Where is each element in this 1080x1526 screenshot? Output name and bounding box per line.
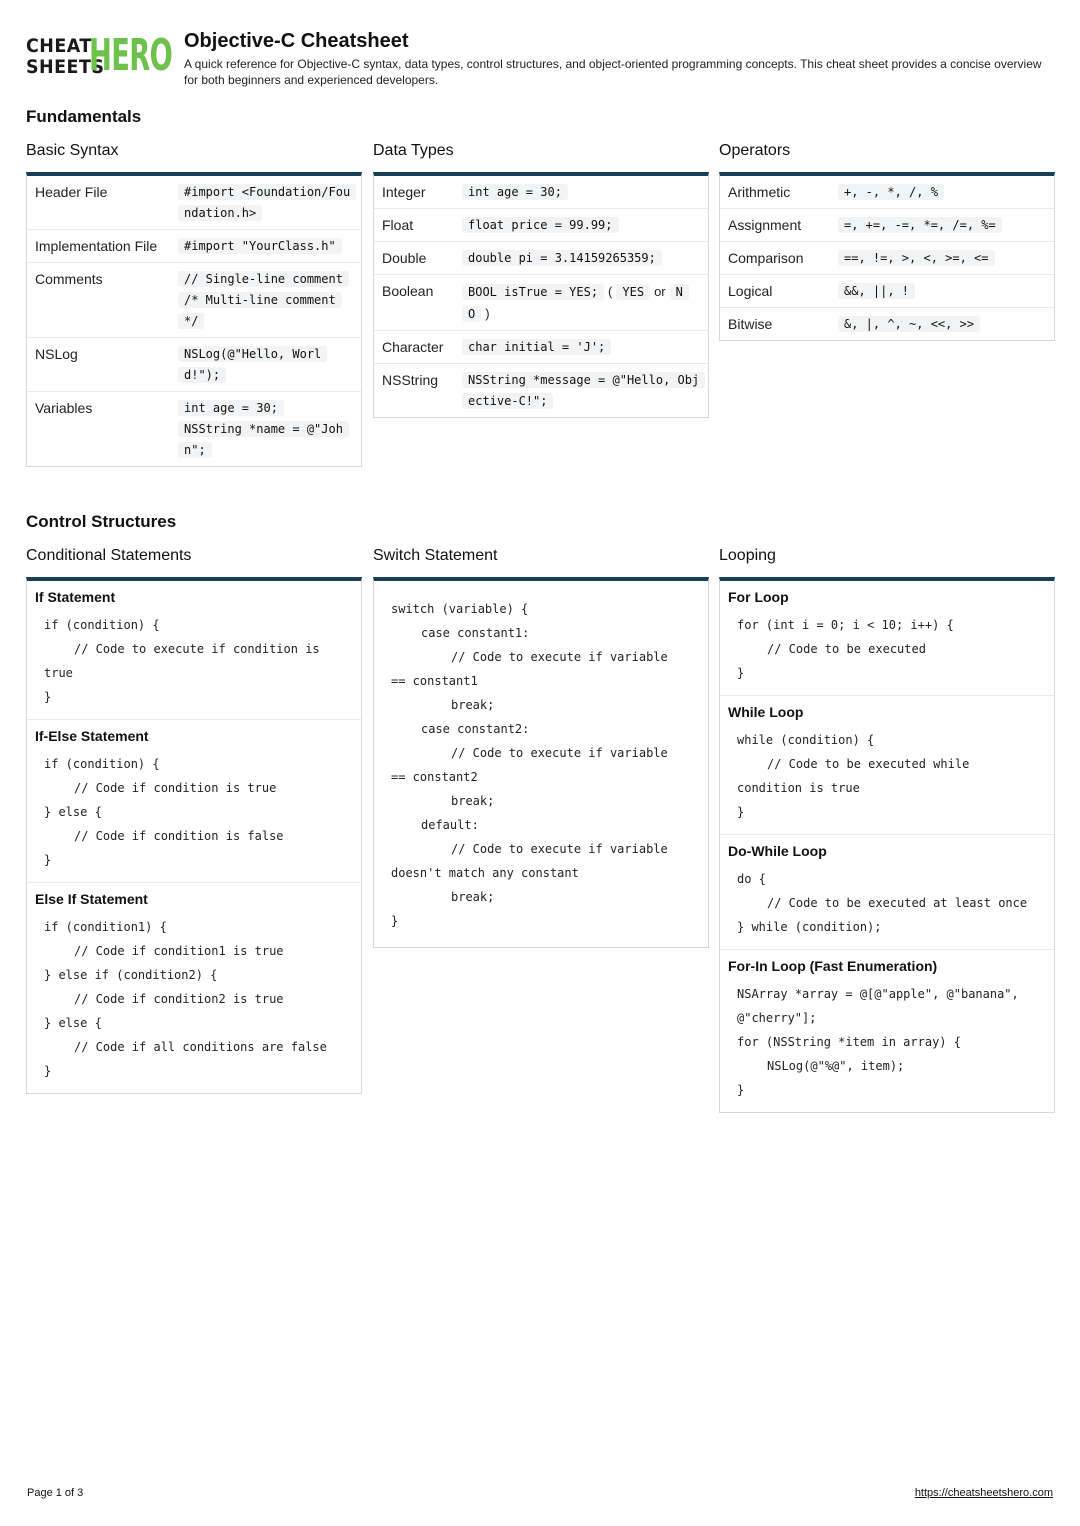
row-label: Variables — [35, 400, 93, 416]
code-snippet: int age = 30; — [462, 184, 568, 200]
code-line: break; — [451, 890, 495, 904]
row-value — [178, 398, 353, 461]
block-title: For Loop — [728, 589, 789, 605]
code-line: // Code if condition1 is true — [74, 944, 284, 958]
row-label: Bitwise — [728, 316, 773, 332]
code-line: // Code to execute if variable — [451, 650, 668, 664]
code-block — [35, 613, 353, 709]
code-block — [35, 752, 353, 872]
row-value — [838, 215, 1046, 236]
operator-row-assignment — [720, 209, 1054, 242]
section-title-fundamentals: Fundamentals — [26, 107, 142, 126]
code-line: break; — [451, 698, 495, 712]
code-snippet: &, |, ^, ~, <<, >> — [838, 316, 980, 332]
page-header — [26, 30, 1054, 90]
code-snippet: char initial = 'J'; — [462, 339, 611, 355]
code-line: condition is true — [737, 781, 860, 795]
code-line: } — [44, 690, 52, 704]
row-value — [462, 370, 700, 412]
data-type-row-integer — [374, 176, 708, 209]
block-title: For-In Loop (Fast Enumeration) — [728, 958, 938, 974]
code-line: default: — [421, 818, 479, 832]
code-line: if (condition) { — [44, 757, 160, 771]
code-snippet: NSLog(@"Hello, World!"); — [178, 346, 327, 383]
code-line: } — [737, 805, 745, 819]
code-yes: YES — [616, 284, 650, 300]
code-line: if (condition) { — [44, 618, 160, 632]
section-title-control-structures: Control Structures — [26, 512, 177, 531]
row-label: Implementation File — [35, 238, 158, 254]
data-type-row-boolean — [374, 275, 708, 331]
operators-card — [719, 172, 1055, 341]
code-snippet: NSString *name = @"John"; — [178, 421, 349, 458]
data-types-card — [373, 172, 709, 418]
row-label: Assignment — [728, 217, 802, 233]
code-line: if (condition1) { — [44, 920, 167, 934]
row-value — [178, 269, 353, 332]
row-value — [178, 236, 353, 257]
row-label: Character — [382, 339, 444, 355]
code-snippet: float price = 99.99; — [462, 217, 619, 233]
logo-line2: SHEETS — [26, 56, 105, 78]
code-line: // Code if condition is true — [74, 781, 277, 795]
row-label: NSLog — [35, 346, 78, 362]
code-line: case constant2: — [421, 722, 530, 736]
code-line: // Code to execute if variable — [451, 842, 668, 856]
code-line: // Code to be executed while — [767, 757, 970, 771]
code-snippet: #import <Foundation/Foundation.h> — [178, 184, 356, 221]
paren-close: ) — [485, 306, 490, 321]
code-line: @"cherry"]; — [737, 1011, 817, 1025]
row-value — [462, 281, 700, 325]
card-title-conditional: Conditional Statements — [26, 547, 192, 564]
row-label: Comparison — [728, 250, 804, 266]
row-value — [178, 344, 353, 386]
operator-row-logical — [720, 275, 1054, 308]
code-line: // Code to be executed — [767, 642, 926, 656]
block-title: Else If Statement — [35, 891, 148, 907]
code-line: switch (variable) { — [391, 602, 529, 616]
code-snippet: ==, !=, >, <, >=, <= — [838, 250, 995, 266]
code-block — [728, 982, 1046, 1102]
card-title-operators: Operators — [719, 142, 791, 159]
data-type-row-character — [374, 331, 708, 364]
row-value — [838, 248, 1046, 269]
switch-block — [374, 581, 708, 947]
or-text: or — [654, 284, 666, 299]
code-snippet: /* Multi-line comment */ — [178, 292, 342, 329]
conditional-statements-card — [26, 577, 362, 1094]
switch-statement-card — [373, 577, 709, 948]
looping-block-for-in-loop-fast-enumeration — [720, 950, 1054, 1112]
code-block — [35, 915, 353, 1083]
code-snippet: // Single-line comment — [178, 271, 349, 287]
row-label: Boolean — [382, 283, 434, 299]
basic-syntax-row-variables — [27, 392, 361, 466]
conditional-block-if-statement — [27, 581, 361, 720]
block-title: If-Else Statement — [35, 728, 149, 744]
logo-hero: HERO — [89, 30, 173, 81]
operator-row-bitwise — [720, 308, 1054, 340]
code-line: // Code to be executed at least once — [767, 896, 1028, 910]
operator-row-arithmetic — [720, 176, 1054, 209]
code-line: NSArray *array = @[@"apple", @"banana", — [737, 987, 1019, 1001]
basic-syntax-card — [26, 172, 362, 467]
row-value — [462, 337, 700, 358]
code-line: do { — [737, 872, 766, 886]
row-value — [462, 182, 700, 203]
row-value — [462, 248, 700, 269]
basic-syntax-row-implementation-file — [27, 230, 361, 263]
block-title: Do-While Loop — [728, 843, 827, 859]
code-line: while (condition) { — [737, 733, 875, 747]
code-block — [728, 867, 1046, 939]
row-label: NSString — [382, 372, 439, 388]
code-line: // Code to execute if condition is — [74, 642, 320, 656]
row-value — [462, 215, 700, 236]
code-block — [382, 597, 700, 933]
looping-card — [719, 577, 1055, 1113]
basic-syntax-row-nslog — [27, 338, 361, 392]
code-line: // Code if condition is false — [74, 829, 284, 843]
code-line: case constant1: — [421, 626, 530, 640]
conditional-block-else-if-statement — [27, 883, 361, 1093]
code-line: for (NSString *item in array) { — [737, 1035, 961, 1049]
row-label: Integer — [382, 184, 426, 200]
code-snippet: double pi = 3.14159265359; — [462, 250, 662, 266]
code-line: } — [44, 853, 52, 867]
page-description: A quick reference for Objective-C syntax, data types, control structures, and object-oriented programming concepts. This cheat sheet provides a concise overview for both beginners and experienced developers. — [184, 57, 1042, 87]
card-title-looping: Looping — [719, 547, 776, 564]
code-line: true — [44, 666, 73, 680]
card-title-data-types: Data Types — [373, 142, 454, 159]
code-block — [728, 728, 1046, 824]
row-value — [178, 182, 353, 224]
page-title: Objective-C Cheatsheet — [184, 30, 409, 52]
data-type-row-double — [374, 242, 708, 275]
row-label: Arithmetic — [728, 184, 791, 200]
cheatsheets-hero-logo[interactable] — [26, 30, 176, 81]
row-label: Header File — [35, 184, 108, 200]
code-line: == constant2 — [391, 770, 478, 784]
row-value — [838, 182, 1046, 203]
code-line: } else { — [44, 1016, 102, 1030]
code-snippet: NSString *message = @"Hello, Objective-C!"; — [462, 372, 705, 409]
code-line: } else { — [44, 805, 102, 819]
looping-block-while-loop — [720, 696, 1054, 835]
code-line: // Code if condition2 is true — [74, 992, 284, 1006]
paren-open: ( — [608, 284, 613, 299]
row-label: Logical — [728, 283, 773, 299]
code-snippet: &&, ||, ! — [838, 283, 915, 299]
code-line: } — [391, 914, 399, 928]
code-line: for (int i = 0; i < 10; i++) { — [737, 618, 954, 632]
block-title: If Statement — [35, 589, 116, 605]
code-line: break; — [451, 794, 495, 808]
code-line: } — [44, 1064, 52, 1078]
card-title-basic-syntax: Basic Syntax — [26, 142, 119, 159]
code-line: // Code if all conditions are false — [74, 1040, 327, 1054]
data-type-row-float — [374, 209, 708, 242]
code-snippet: +, -, *, /, % — [838, 184, 944, 200]
row-value — [838, 314, 1046, 335]
code-snippet: =, +=, -=, *=, /=, %= — [838, 217, 1002, 233]
website-link[interactable]: https://cheatsheetshero.com — [914, 1487, 1053, 1499]
looping-block-do-while-loop — [720, 835, 1054, 950]
code-line: doesn't match any constant — [391, 866, 579, 880]
code-snippet: BOOL isTrue = YES; — [462, 284, 604, 300]
basic-syntax-row-comments — [27, 263, 361, 338]
code-snippet: int age = 30; — [178, 400, 284, 416]
row-value — [838, 281, 1046, 302]
code-line: // Code to execute if variable — [451, 746, 668, 760]
data-type-row-nsstring — [374, 364, 708, 417]
code-snippet: #import "YourClass.h" — [178, 238, 342, 254]
conditional-block-if-else-statement — [27, 720, 361, 883]
code-line: } while (condition); — [737, 920, 882, 934]
operator-row-comparison — [720, 242, 1054, 275]
row-label: Float — [382, 217, 414, 233]
basic-syntax-row-header-file — [27, 176, 361, 230]
code-block — [728, 613, 1046, 685]
looping-block-for-loop — [720, 581, 1054, 696]
card-title-switch: Switch Statement — [373, 547, 498, 564]
code-line: NSLog(@"%@", item); — [767, 1059, 905, 1073]
code-no: NO — [462, 284, 689, 322]
block-title: While Loop — [728, 704, 804, 720]
code-line: == constant1 — [391, 674, 478, 688]
code-line: } — [737, 666, 745, 680]
page-number: Page 1 of 3 — [27, 1487, 84, 1499]
logo-line1: CHEAT — [26, 35, 92, 57]
code-line: } — [737, 1083, 745, 1097]
row-label: Double — [382, 250, 427, 266]
code-line: } else if (condition2) { — [44, 968, 218, 982]
row-label: Comments — [35, 271, 103, 287]
